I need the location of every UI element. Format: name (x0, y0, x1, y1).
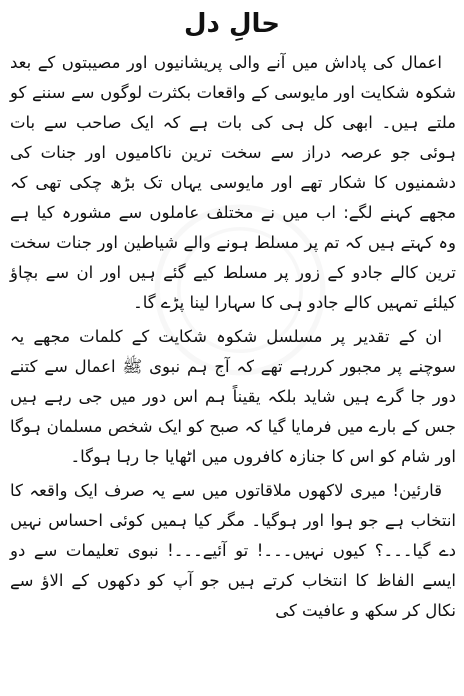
paragraph-3: قارئین! میری لاکھوں ملاقاتوں میں سے یہ صرف ایک واقعہ کا انتخاب ہے جو ہوا اور ہوگیا۔ مگر کیا ہمیں کوئی احساس نہیں دے گیا۔۔۔؟ کیوں نہیں۔۔۔! تو آئیے۔۔۔! نبوی تعلیمات سے دو ایسے الفاظ کا انتخاب کرتے ہیں جو آپ کو دکھوں کے الاؤ سے نکال کر سکھ و عافیت کی (10, 481, 456, 620)
article-body (10, 48, 456, 626)
paragraph-1: اعمال کی پاداش میں آنے والی پریشانیوں اور مصیبتوں کے بعد شکوہ شکایت اور مایوسی کے واقعات بکثرت لوگوں سے سننے کو ملتے ہیں۔ ابھی کل ہی کی بات ہے کہ ایک صاحب سے بات ہوئی جو عرصہ دراز سے سخت ترین ناکامیوں اور جنات کی دشمنیوں کا شکار تھے اور مایوسی یہاں تک بڑھ چکی تھی کہ مجھے کہنے لگے: اب میں نے مختلف عاملوں سے مشورہ کیا ہے وہ کہتے ہیں کہ تم پر مسلط ہونے والے شیاطین اور جنات سخت ترین کالے جادو کے زور پر مسلط کیے گئے ہیں اور ان سے بچاؤ کیلئے تمہیں کالے جادو ہی کا سہارا لینا پڑے گا۔ (10, 53, 456, 312)
paragraph-2: ان کے تقدیر پر مسلسل شکوہ شکایت کے کلمات مجھے یہ سوچنے پر مجبور کررہے تھے کہ آج ہم نبوی ﷺ اعمال سے کتنے دور جا گرے ہیں شاید بلکہ یقیناً ہم اس دور میں جی رہے ہیں جس کے بارے میں فرمایا گیا کہ صبح کو ایک شخص مسلمان ہوگا اور شام کو اس کا جنازہ کافروں میں اٹھایا جا رہا ہوگا۔ (10, 327, 456, 466)
page-title: حالِ دل (183, 9, 280, 39)
